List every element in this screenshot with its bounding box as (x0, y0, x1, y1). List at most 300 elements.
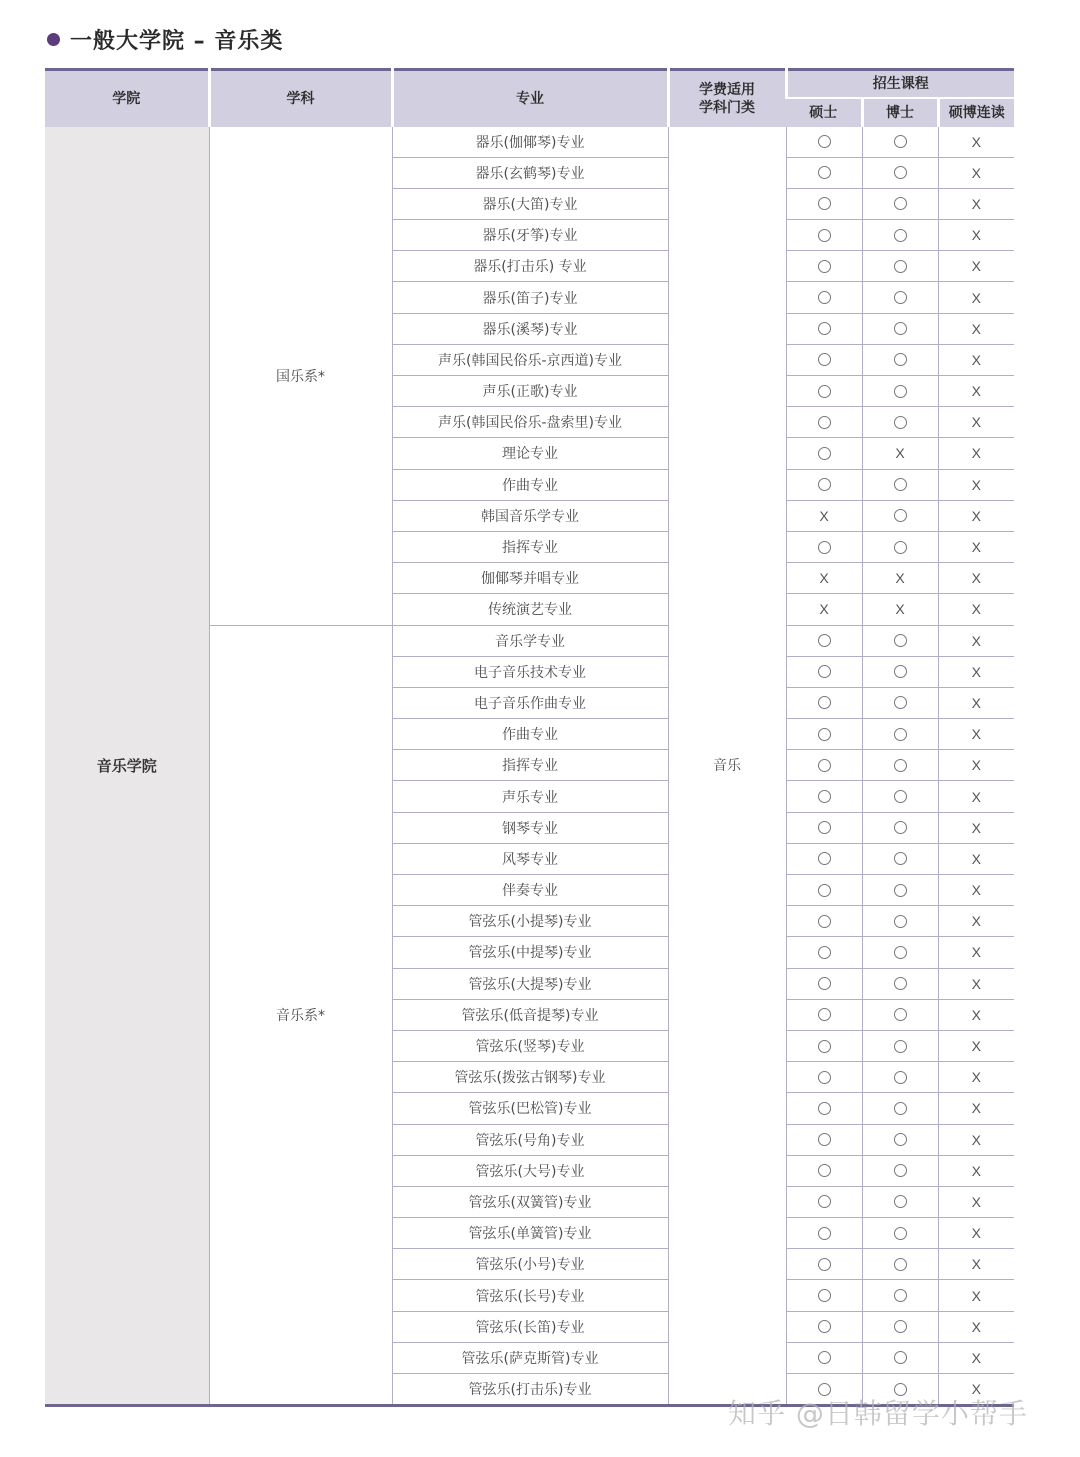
circle-icon (818, 416, 831, 429)
circle-icon (818, 946, 831, 959)
master-mark-cell (786, 750, 862, 781)
combined-mark-cell (938, 875, 1014, 906)
master-mark-cell (786, 251, 862, 282)
circle-icon (818, 1351, 831, 1364)
circle-icon (818, 353, 831, 366)
cross-mark: X (971, 414, 981, 431)
major-cell: 声乐(韩国民俗乐-盘索里)专业 (392, 407, 668, 438)
combined-mark-cell (938, 531, 1014, 562)
doctor-mark-cell (862, 843, 938, 874)
circle-icon (818, 260, 831, 273)
doctor-mark-cell (862, 750, 938, 781)
major-cell: 管弦乐(萨克斯管)专业 (392, 1342, 668, 1373)
master-mark-cell (786, 407, 862, 438)
doctor-mark-cell (862, 127, 938, 158)
master-mark-cell (786, 1218, 862, 1249)
master-mark-cell (786, 1062, 862, 1093)
cross-mark: X (971, 507, 981, 524)
major-cell: 管弦乐(大提琴)专业 (392, 968, 668, 999)
circle-icon (818, 1195, 831, 1208)
header-combined: 硕博连读 (938, 98, 1014, 127)
doctor-mark-cell (862, 625, 938, 656)
cross-mark: X (971, 788, 981, 805)
circle-icon (894, 322, 907, 335)
doctor-mark-cell (862, 1062, 938, 1093)
circle-icon (818, 1040, 831, 1053)
circle-icon (894, 946, 907, 959)
circle-icon (894, 1258, 907, 1271)
combined-mark-cell (938, 1093, 1014, 1124)
doctor-mark-cell (862, 1218, 938, 1249)
cross-mark: X (971, 913, 981, 930)
circle-icon (894, 821, 907, 834)
major-cell: 管弦乐(打击乐)专业 (392, 1374, 668, 1406)
cross-mark: X (895, 445, 905, 462)
master-mark-cell (786, 656, 862, 687)
master-mark-cell (786, 376, 862, 407)
combined-mark-cell (938, 500, 1014, 531)
major-cell: 伽倻琴并唱专业 (392, 563, 668, 594)
circle-icon (894, 291, 907, 304)
circle-icon (818, 977, 831, 990)
combined-mark-cell (938, 313, 1014, 344)
doctor-mark-cell (862, 1311, 938, 1342)
circle-icon (818, 759, 831, 772)
doctor-mark-cell (862, 1342, 938, 1373)
major-cell: 器乐(打击乐) 专业 (392, 251, 668, 282)
doctor-mark-cell (862, 531, 938, 562)
circle-icon (818, 1133, 831, 1146)
major-cell: 管弦乐(低音提琴)专业 (392, 999, 668, 1030)
combined-mark-cell (938, 1155, 1014, 1186)
master-mark-cell (786, 937, 862, 968)
circle-icon (818, 852, 831, 865)
major-cell: 管弦乐(长笛)专业 (392, 1311, 668, 1342)
circle-icon (818, 541, 831, 554)
doctor-mark-cell (862, 875, 938, 906)
major-cell: 声乐专业 (392, 781, 668, 812)
circle-icon (894, 1289, 907, 1302)
combined-mark-cell (938, 1124, 1014, 1155)
circle-icon (894, 1227, 907, 1240)
major-cell: 理论专业 (392, 438, 668, 469)
circle-icon (894, 260, 907, 273)
major-cell: 传统演艺专业 (392, 594, 668, 625)
doctor-mark-cell (862, 1280, 938, 1311)
cross-mark: X (971, 1193, 981, 1210)
circle-icon (894, 541, 907, 554)
header-fee-category (668, 70, 786, 127)
doctor-mark-cell (862, 656, 938, 687)
combined-mark-cell (938, 719, 1014, 750)
major-cell: 管弦乐(长号)专业 (392, 1280, 668, 1311)
master-mark-cell (786, 594, 862, 625)
cross-mark: X (819, 570, 829, 587)
department-cell: 音乐系* (209, 625, 392, 1406)
combined-mark-cell (938, 1062, 1014, 1093)
header-major: 专业 (392, 70, 668, 127)
cross-mark: X (971, 1131, 981, 1148)
circle-icon (894, 478, 907, 491)
combined-mark-cell (938, 968, 1014, 999)
master-mark-cell (786, 625, 862, 656)
department-cell: 国乐系* (209, 127, 392, 626)
circle-icon (894, 915, 907, 928)
master-mark-cell (786, 1155, 862, 1186)
circle-icon (818, 135, 831, 148)
major-cell: 管弦乐(号角)专业 (392, 1124, 668, 1155)
combined-mark-cell (938, 251, 1014, 282)
doctor-mark-cell (862, 812, 938, 843)
master-mark-cell (786, 157, 862, 188)
fee-category-cell: 音乐 (668, 127, 786, 1406)
cross-mark: X (971, 476, 981, 493)
master-mark-cell (786, 968, 862, 999)
combined-mark-cell (938, 376, 1014, 407)
table-body (45, 127, 1014, 1406)
circle-icon (894, 884, 907, 897)
cross-mark: X (971, 133, 981, 150)
cross-mark: X (895, 601, 905, 618)
circle-icon (894, 1133, 907, 1146)
cross-mark: X (895, 570, 905, 587)
cross-mark: X (971, 726, 981, 743)
major-cell: 声乐(韩国民俗乐-京西道)专业 (392, 344, 668, 375)
master-mark-cell (786, 1093, 862, 1124)
circle-icon (894, 197, 907, 210)
cross-mark: X (971, 445, 981, 462)
major-cell: 风琴专业 (392, 843, 668, 874)
combined-mark-cell (938, 594, 1014, 625)
master-mark-cell (786, 843, 862, 874)
master-mark-cell (786, 438, 862, 469)
master-mark-cell (786, 906, 862, 937)
major-cell: 指挥专业 (392, 750, 668, 781)
header-fee-line: 学科门类 (699, 99, 755, 116)
circle-icon (818, 1071, 831, 1084)
cross-mark: X (971, 383, 981, 400)
major-cell: 作曲专业 (392, 469, 668, 500)
circle-icon (894, 790, 907, 803)
doctor-mark-cell (862, 407, 938, 438)
doctor-mark-cell (862, 376, 938, 407)
doctor-mark-cell (862, 1249, 938, 1280)
circle-icon (894, 1008, 907, 1021)
combined-mark-cell (938, 1218, 1014, 1249)
circle-icon (894, 135, 907, 148)
doctor-mark-cell (862, 999, 938, 1030)
major-cell: 管弦乐(竖琴)专业 (392, 1030, 668, 1061)
circle-icon (894, 1195, 907, 1208)
major-cell: 器乐(溪琴)专业 (392, 313, 668, 344)
doctor-mark-cell (862, 594, 938, 625)
cross-mark: X (971, 289, 981, 306)
master-mark-cell (786, 1280, 862, 1311)
circle-icon (894, 166, 907, 179)
doctor-mark-cell (862, 563, 938, 594)
cross-mark: X (971, 601, 981, 618)
cross-mark: X (971, 882, 981, 899)
header-master: 硕士 (786, 98, 862, 127)
combined-mark-cell (938, 438, 1014, 469)
master-mark-cell (786, 282, 862, 313)
cross-mark: X (971, 1100, 981, 1117)
circle-icon (818, 291, 831, 304)
cross-mark: X (971, 850, 981, 867)
doctor-mark-cell (862, 719, 938, 750)
circle-icon (818, 447, 831, 460)
circle-icon (818, 821, 831, 834)
doctor-mark-cell (862, 344, 938, 375)
master-mark-cell (786, 812, 862, 843)
watermark: 知乎 @日韩留学小帮手 (728, 1397, 1028, 1430)
combined-mark-cell (938, 127, 1014, 158)
doctor-mark-cell (862, 220, 938, 251)
combined-mark-cell (938, 937, 1014, 968)
master-mark-cell (786, 781, 862, 812)
cross-mark: X (971, 570, 981, 587)
doctor-mark-cell (862, 1124, 938, 1155)
combined-mark-cell (938, 1280, 1014, 1311)
master-mark-cell (786, 469, 862, 500)
master-mark-cell (786, 1030, 862, 1061)
circle-icon (894, 229, 907, 242)
college-cell: 音乐学院 (45, 127, 209, 1406)
circle-icon (818, 1164, 831, 1177)
circle-icon (818, 634, 831, 647)
doctor-mark-cell (862, 781, 938, 812)
circle-icon (894, 1102, 907, 1115)
combined-mark-cell (938, 687, 1014, 718)
combined-mark-cell (938, 656, 1014, 687)
major-cell: 指挥专业 (392, 531, 668, 562)
cross-mark: X (971, 539, 981, 556)
major-cell: 器乐(伽倻琴)专业 (392, 127, 668, 158)
circle-icon (818, 385, 831, 398)
circle-icon (818, 1102, 831, 1115)
major-cell: 管弦乐(单簧管)专业 (392, 1218, 668, 1249)
cross-mark: X (971, 195, 981, 212)
circle-icon (818, 1008, 831, 1021)
doctor-mark-cell (862, 968, 938, 999)
cross-mark: X (971, 320, 981, 337)
circle-icon (894, 759, 907, 772)
cross-mark: X (971, 819, 981, 836)
doctor-mark-cell (862, 188, 938, 219)
combined-mark-cell (938, 781, 1014, 812)
master-mark-cell (786, 1249, 862, 1280)
cross-mark: X (971, 975, 981, 992)
major-cell: 声乐(正歌)专业 (392, 376, 668, 407)
cross-mark: X (971, 1038, 981, 1055)
page-title-text: 一般大学院 – 音乐类 (70, 28, 284, 54)
cross-mark: X (971, 351, 981, 368)
combined-mark-cell (938, 469, 1014, 500)
master-mark-cell (786, 1186, 862, 1217)
combined-mark-cell (938, 282, 1014, 313)
doctor-mark-cell (862, 1030, 938, 1061)
master-mark-cell (786, 127, 862, 158)
combined-mark-cell (938, 1249, 1014, 1280)
circle-icon (818, 665, 831, 678)
circle-icon (818, 790, 831, 803)
circle-icon (894, 1351, 907, 1364)
major-cell: 钢琴专业 (392, 812, 668, 843)
master-mark-cell (786, 188, 862, 219)
master-mark-cell (786, 687, 862, 718)
major-cell: 管弦乐(大号)专业 (392, 1155, 668, 1186)
program-table (45, 68, 1014, 1407)
circle-icon (894, 977, 907, 990)
combined-mark-cell (938, 625, 1014, 656)
bullet-icon (47, 33, 60, 46)
page-title (47, 22, 283, 56)
combined-mark-cell (938, 344, 1014, 375)
major-cell: 管弦乐(小号)专业 (392, 1249, 668, 1280)
master-mark-cell (786, 500, 862, 531)
cross-mark: X (971, 694, 981, 711)
cross-mark: X (971, 944, 981, 961)
doctor-mark-cell (862, 313, 938, 344)
combined-mark-cell (938, 1030, 1014, 1061)
master-mark-cell (786, 719, 862, 750)
combined-mark-cell (938, 999, 1014, 1030)
header-subject: 学科 (209, 70, 392, 127)
circle-icon (818, 229, 831, 242)
circle-icon (894, 1164, 907, 1177)
major-cell: 管弦乐(巴松管)专业 (392, 1093, 668, 1124)
circle-icon (818, 696, 831, 709)
circle-icon (818, 884, 831, 897)
combined-mark-cell (938, 220, 1014, 251)
cross-mark: X (971, 164, 981, 181)
major-cell: 器乐(玄鹤琴)专业 (392, 157, 668, 188)
circle-icon (894, 416, 907, 429)
circle-icon (894, 634, 907, 647)
combined-mark-cell (938, 906, 1014, 937)
major-cell: 音乐学专业 (392, 625, 668, 656)
master-mark-cell (786, 999, 862, 1030)
combined-mark-cell (938, 812, 1014, 843)
circle-icon (818, 915, 831, 928)
doctor-mark-cell (862, 1155, 938, 1186)
doctor-mark-cell (862, 251, 938, 282)
master-mark-cell (786, 875, 862, 906)
circle-icon (894, 509, 907, 522)
circle-icon (818, 1227, 831, 1240)
circle-icon (818, 1258, 831, 1271)
major-cell: 韩国音乐学专业 (392, 500, 668, 531)
master-mark-cell (786, 313, 862, 344)
doctor-mark-cell (862, 500, 938, 531)
circle-icon (894, 385, 907, 398)
cross-mark: X (971, 1349, 981, 1366)
major-cell: 管弦乐(双簧管)专业 (392, 1186, 668, 1217)
major-cell: 器乐(笛子)专业 (392, 282, 668, 313)
doctor-mark-cell (862, 469, 938, 500)
cross-mark: X (971, 632, 981, 649)
major-cell: 管弦乐(拨弦古钢琴)专业 (392, 1062, 668, 1093)
combined-mark-cell (938, 563, 1014, 594)
cross-mark: X (971, 663, 981, 680)
major-cell: 电子音乐作曲专业 (392, 687, 668, 718)
major-cell: 管弦乐(小提琴)专业 (392, 906, 668, 937)
major-cell: 器乐(牙筝)专业 (392, 220, 668, 251)
cross-mark: X (971, 1256, 981, 1273)
cross-mark: X (971, 1381, 981, 1398)
doctor-mark-cell (862, 937, 938, 968)
combined-mark-cell (938, 1311, 1014, 1342)
circle-icon (818, 728, 831, 741)
circle-icon (818, 478, 831, 491)
doctor-mark-cell (862, 906, 938, 937)
master-mark-cell (786, 1342, 862, 1373)
doctor-mark-cell (862, 1093, 938, 1124)
combined-mark-cell (938, 407, 1014, 438)
master-mark-cell (786, 1311, 862, 1342)
circle-icon (894, 665, 907, 678)
circle-icon (818, 1320, 831, 1333)
cross-mark: X (971, 1287, 981, 1304)
cross-mark: X (971, 227, 981, 244)
cross-mark: X (971, 757, 981, 774)
circle-icon (818, 166, 831, 179)
combined-mark-cell (938, 1186, 1014, 1217)
cross-mark: X (971, 1006, 981, 1023)
cross-mark: X (819, 507, 829, 524)
master-mark-cell (786, 344, 862, 375)
doctor-mark-cell (862, 282, 938, 313)
circle-icon (894, 1040, 907, 1053)
circle-icon (894, 1071, 907, 1084)
header-college: 学院 (45, 70, 209, 127)
major-cell: 电子音乐技术专业 (392, 656, 668, 687)
table-row (45, 127, 1014, 158)
combined-mark-cell (938, 750, 1014, 781)
circle-icon (818, 1289, 831, 1302)
header-courses: 招生课程 (786, 70, 1014, 98)
doctor-mark-cell (862, 1186, 938, 1217)
circle-icon (894, 353, 907, 366)
header-doctor: 博士 (862, 98, 938, 127)
circle-icon (894, 728, 907, 741)
major-cell: 管弦乐(中提琴)专业 (392, 937, 668, 968)
master-mark-cell (786, 1124, 862, 1155)
circle-icon (894, 696, 907, 709)
master-mark-cell (786, 563, 862, 594)
doctor-mark-cell (862, 687, 938, 718)
major-cell: 器乐(大笛)专业 (392, 188, 668, 219)
combined-mark-cell (938, 188, 1014, 219)
major-cell: 伴奏专业 (392, 875, 668, 906)
cross-mark: X (971, 258, 981, 275)
doctor-mark-cell (862, 438, 938, 469)
cross-mark: X (971, 1162, 981, 1179)
circle-icon (818, 322, 831, 335)
cross-mark: X (971, 1318, 981, 1335)
combined-mark-cell (938, 157, 1014, 188)
master-mark-cell (786, 220, 862, 251)
circle-icon (894, 1320, 907, 1333)
header-fee-line: 学费适用 (699, 81, 755, 98)
circle-icon (894, 852, 907, 865)
cross-mark: X (819, 601, 829, 618)
combined-mark-cell (938, 843, 1014, 874)
major-cell: 作曲专业 (392, 719, 668, 750)
combined-mark-cell (938, 1342, 1014, 1373)
cross-mark: X (971, 1225, 981, 1242)
cross-mark: X (971, 1069, 981, 1086)
